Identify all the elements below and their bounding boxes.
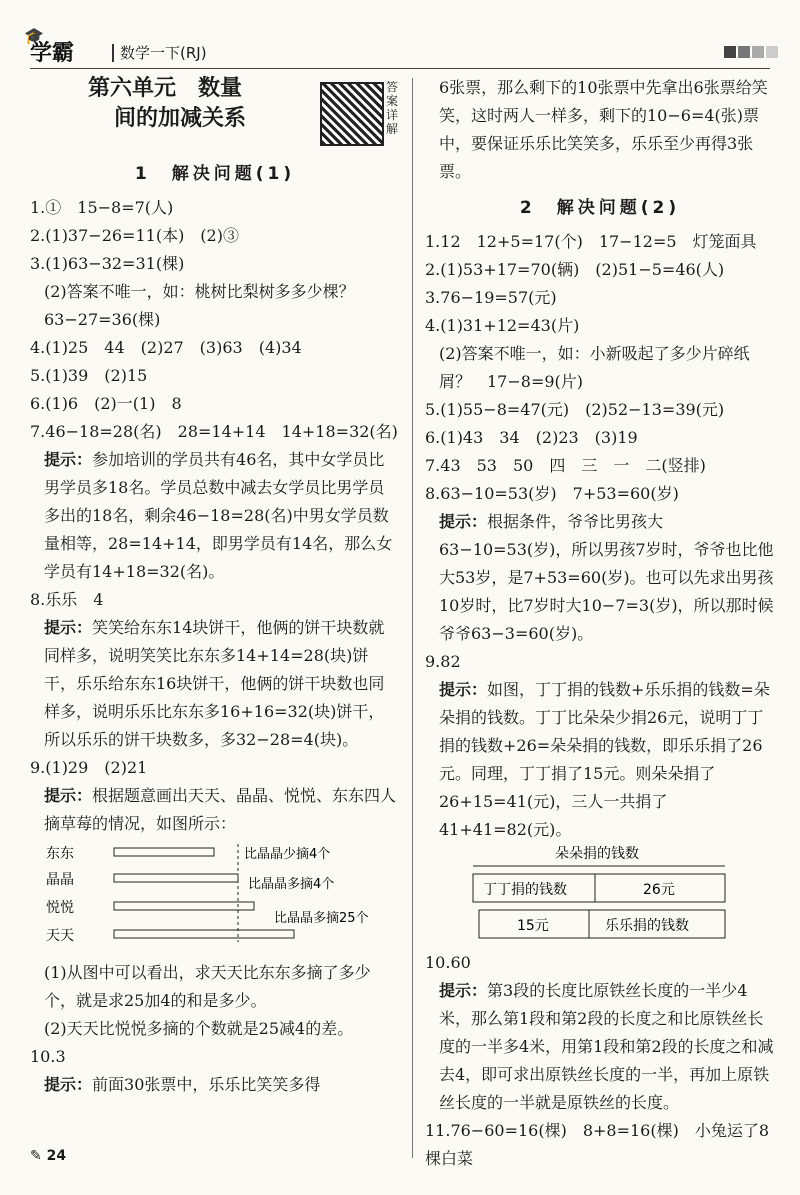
right-column (425, 74, 775, 1173)
answer-line: 3.76−19=57(元) (425, 288, 557, 307)
answer-line: 3.(1)63−32=31(棵) (30, 254, 185, 273)
fig-note: 比晶晶多摘4个 (248, 877, 335, 892)
hint-label: 提示： (44, 786, 93, 805)
brand-logo: 🎓 学霸 (24, 26, 75, 66)
answer-line: 6.(1)43 34 (2)23 (3)19 (425, 428, 638, 447)
hint: 提示：根据题意画出天天、晶晶、悦悦、东东四人摘草莓的情况，如图所示： (44, 786, 397, 833)
gradient-square (766, 46, 778, 58)
gradient-square (752, 46, 764, 58)
strawberry-figure (30, 838, 390, 950)
answer-line: 1.① 15−8=7(人) (30, 198, 174, 217)
header-rule (30, 68, 770, 69)
answer-line: (2)答案不唯一，如：小新吸起了多少片碎纸屑？ 17−8=9(片) (439, 344, 750, 391)
answer-line: (2)答案不唯一，如：桃树比梨树多多少棵？63−27=36(棵) (44, 282, 355, 329)
answer-line: 10.60 (425, 953, 471, 972)
qr-code[interactable] (320, 82, 384, 146)
gradient-square (724, 46, 736, 58)
fig-note: 比晶晶多摘25个 (274, 911, 369, 926)
gradient-square (738, 46, 750, 58)
fig-label: 乐乐捐的钱数 (605, 918, 689, 934)
qr-label: 答案详解 (386, 80, 399, 136)
answer-line: 8.乐乐 4 (30, 590, 104, 609)
answer-line: 7.46−18=28(名) 28=14+14 14+18=32(名) (30, 422, 398, 441)
hint-label: 提示： (439, 981, 488, 1000)
fig-label: 26元 (643, 882, 675, 898)
answer-line: 5.(1)55−8=47(元) (2)52−13=39(元) (425, 400, 725, 419)
page-number: 24 (46, 1148, 67, 1164)
hint: 提示：如图，丁丁捐的钱数+乐乐捐的钱数=朵朵捐的钱数。丁丁比朵朵少捐26元，说明丁丁捐的钱数+26=朵朵捐的钱数，即乐乐捐了26元。同理，丁丁捐了15元。则朵朵捐了26+15=41(元)，三人一共捐了41+41=82(元)。 (439, 680, 770, 839)
hint: 提示：参加培训的学员共有46名，其中女学员比男学员多18名。学员总数中减去女学员比男学员多出的18名，剩余46−18=28(名)中男女学员数量相等，28=14+14，即男学员有14名，那么女学员有14+18=32(名)。 (44, 450, 393, 581)
answer-line: 4.(1)25 44 (2)27 (3)63 (4)34 (30, 338, 302, 357)
answer-line: (1)从图中可以看出，求天天比东东多摘了多少个，就是求25加4的和是多少。 (44, 963, 371, 1010)
bar-jingjing (114, 874, 238, 882)
bar-yueyue (114, 902, 254, 910)
divider (112, 44, 114, 62)
unit-title: 第六单元 数量 (88, 76, 243, 101)
fig-label: 15元 (517, 918, 549, 934)
answer-line: 5.(1)39 (2)15 (30, 366, 148, 385)
subject-label: 数学一下(RJ) (120, 44, 207, 62)
donation-figure (425, 844, 765, 940)
fig-name: 悦悦 (46, 900, 74, 916)
hint-label: 提示： (44, 450, 93, 469)
page-header (0, 26, 800, 72)
fig-note: 比晶晶少摘4个 (244, 847, 331, 862)
hint-label: 提示： (44, 618, 93, 637)
answer-line: 9.82 (425, 652, 461, 671)
answer-line: 11.76−60=16(棵) 8+8=16(棵) 小兔运了8棵白菜 (425, 1121, 770, 1168)
unit-title: 间的加减关系 (114, 106, 247, 131)
page-footer (30, 1148, 66, 1164)
hint: 提示：根据条件，爷爷比男孩大63−10=53(岁)，所以男孩7岁时，爷爷也比他大53岁，是7+53=60(岁)。也可以先求出男孩10岁时，比7岁时大10−7=3(岁)，所以那时候爷爷63−3=60(岁)。 (439, 512, 774, 643)
answer-line: 1.12 12+5=17(个) 17−12=5 灯笼面具 (425, 232, 757, 251)
answer-line: 9.(1)29 (2)21 (30, 758, 148, 777)
fig-label: 丁丁捐的钱数 (483, 882, 567, 898)
fig-name: 晶晶 (46, 872, 74, 888)
fig-top-label: 朵朵捐的钱数 (555, 846, 639, 862)
hint: 提示：笑笑给东东14块饼干，他俩的饼干块数就同样多，说明笑笑比东东多14+14=28(块)饼干，乐乐给东东16块饼干，他俩的饼干块数也同样多，说明乐乐比东东多16+16=32(块)饼干，所以乐乐的饼干块数多，多32−28=4(块)。 (44, 618, 385, 749)
fig-name: 东东 (46, 846, 74, 862)
hint: 提示：前面30张票中，乐乐比笑笑多得 (44, 1075, 321, 1094)
section-title: 1 解决问题(1) (134, 164, 296, 184)
fig-name: 天天 (46, 928, 74, 944)
answer-line: 8.63−10=53(岁) 7+53=60(岁) (425, 484, 679, 503)
answer-line: (2)天天比悦悦多摘的个数就是25减4的差。 (44, 1019, 354, 1038)
bar-dongdong (114, 848, 214, 856)
answer-line: 6张票，那么剩下的10张票中先拿出6张票给笑笑，这时两人一样多，剩下的10−6=4(张)票中，要保证乐乐比笑笑多，乐乐至少再得3张票。 (439, 78, 768, 181)
hint-label: 提示： (439, 680, 488, 699)
hint-label: 提示： (44, 1075, 93, 1094)
hint: 提示：第3段的长度比原铁丝长度的一半少4米，那么第1段和第2段的长度之和比原铁丝长度的一半多4米，用第1段和第2段的长度之和减去4，即可求出原铁丝长度的一半，再加上原铁丝长度的一半就是原铁丝的长度。 (439, 981, 774, 1112)
answer-line: 2.(1)53+17=70(辆) (2)51−5=46(人) (425, 260, 725, 279)
answer-line: 10.3 (30, 1047, 66, 1066)
bar-tiantian (114, 930, 294, 938)
column-divider (412, 78, 413, 1158)
section-title: 2 解决问题(2) (519, 198, 681, 218)
hint-label: 提示： (439, 512, 488, 531)
left-column (30, 74, 400, 1099)
answer-line: 2.(1)37−26=11(本) (2)③ (30, 226, 239, 245)
answer-line: 4.(1)31+12=43(片) (425, 316, 580, 335)
answer-line: 7.43 53 50 四 三 一 二(竖排) (425, 456, 706, 475)
answer-line: 6.(1)6 (2)一(1) 8 (30, 394, 182, 413)
pencil-icon: ✎ (30, 1148, 42, 1164)
